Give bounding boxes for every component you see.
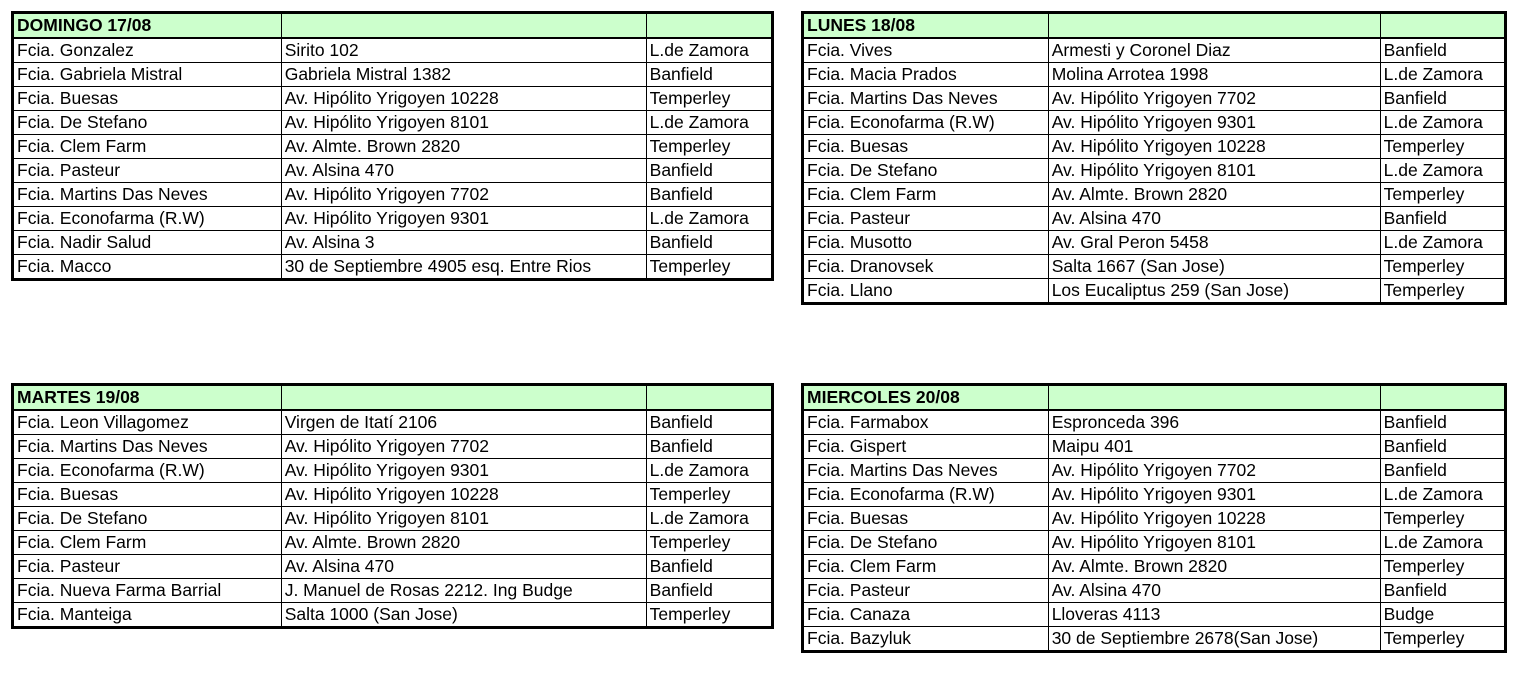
pharmacy-name-cell: Fcia. Buesas [13, 483, 282, 507]
pharmacy-name-cell: Fcia. Vives [803, 38, 1049, 63]
address-cell: Av. Alsina 470 [281, 555, 646, 579]
address-cell: Sirito 102 [281, 38, 646, 63]
locality-cell: Temperley [646, 483, 772, 507]
pharmacy-name-cell: Fcia. Econofarma (R.W) [13, 459, 282, 483]
locality-cell: Banfield [1380, 207, 1505, 231]
locality-cell: L.de Zamora [646, 38, 772, 63]
pharmacy-name-cell: Fcia. Clem Farm [13, 135, 282, 159]
address-cell: Av. Gral Peron 5458 [1048, 231, 1380, 255]
header-empty-cell [281, 13, 646, 39]
table-row [13, 231, 773, 255]
duty-table-domingo [11, 11, 774, 281]
table-row [803, 87, 1506, 111]
locality-cell: Temperley [646, 255, 772, 280]
locality-cell: Banfield [1380, 410, 1505, 435]
pharmacy-name-cell: Fcia. Nueva Farma Barrial [13, 579, 282, 603]
locality-cell: Temperley [1380, 555, 1505, 579]
table-row [803, 555, 1506, 579]
address-cell: Salta 1000 (San Jose) [281, 603, 646, 628]
table-row [13, 63, 773, 87]
table-row [13, 135, 773, 159]
locality-cell: Banfield [646, 410, 772, 435]
address-cell: Av. Alsina 470 [1048, 579, 1380, 603]
table-row [13, 410, 773, 435]
pharmacy-name-cell: Fcia. Buesas [803, 135, 1049, 159]
pharmacy-name-cell: Fcia. De Stefano [13, 111, 282, 135]
table-header-row [803, 385, 1506, 411]
pharmacy-name-cell: Fcia. De Stefano [803, 531, 1049, 555]
table-row [803, 255, 1506, 279]
pharmacy-name-cell: Fcia. Farmabox [803, 410, 1049, 435]
pharmacy-name-cell: Fcia. Martins Das Neves [13, 183, 282, 207]
pharmacy-name-cell: Fcia. Gispert [803, 435, 1049, 459]
address-cell: Av. Alsina 3 [281, 231, 646, 255]
pharmacy-name-cell: Fcia. Pasteur [13, 555, 282, 579]
pharmacy-name-cell: Fcia. Macco [13, 255, 282, 280]
address-cell: Av. Hipólito Yrigoyen 7702 [1048, 459, 1380, 483]
address-cell: Av. Alsina 470 [1048, 207, 1380, 231]
pharmacy-name-cell: Fcia. Macia Prados [803, 63, 1049, 87]
address-cell: J. Manuel de Rosas 2212. Ing Budge [281, 579, 646, 603]
header-empty-cell [646, 13, 772, 39]
table-row [13, 38, 773, 63]
pharmacy-name-cell: Fcia. Dranovsek [803, 255, 1049, 279]
address-cell: Av. Almte. Brown 2820 [1048, 183, 1380, 207]
pharmacy-name-cell: Fcia. De Stefano [13, 507, 282, 531]
address-cell: Av. Hipólito Yrigoyen 10228 [281, 483, 646, 507]
address-cell: Av. Almte. Brown 2820 [281, 135, 646, 159]
day-title: LUNES 18/08 [803, 13, 1049, 39]
locality-cell: Banfield [646, 159, 772, 183]
table-row [803, 507, 1506, 531]
pharmacy-name-cell: Fcia. Nadir Salud [13, 231, 282, 255]
pharmacy-name-cell: Fcia. Pasteur [803, 207, 1049, 231]
pharmacy-name-cell: Fcia. Martins Das Neves [803, 459, 1049, 483]
locality-cell: L.de Zamora [1380, 111, 1505, 135]
pharmacy-name-cell: Fcia. Canaza [803, 603, 1049, 627]
address-cell: Maipu 401 [1048, 435, 1380, 459]
locality-cell: L.de Zamora [1380, 63, 1505, 87]
locality-cell: Temperley [1380, 135, 1505, 159]
locality-cell: Banfield [646, 555, 772, 579]
pharmacy-name-cell: Fcia. Econofarma (R.W) [803, 483, 1049, 507]
locality-cell: Temperley [1380, 255, 1505, 279]
locality-cell: Temperley [646, 603, 772, 628]
address-cell: Av. Hipólito Yrigoyen 7702 [281, 183, 646, 207]
address-cell: Av. Hipólito Yrigoyen 7702 [1048, 87, 1380, 111]
table-row [13, 603, 773, 628]
table-row [803, 459, 1506, 483]
table-row [803, 410, 1506, 435]
locality-cell: Temperley [1380, 183, 1505, 207]
table-row [803, 531, 1506, 555]
pharmacy-name-cell: Fcia. Pasteur [13, 159, 282, 183]
pharmacy-name-cell: Fcia. Bazyluk [803, 627, 1049, 652]
address-cell: Av. Hipólito Yrigoyen 8101 [1048, 159, 1380, 183]
table-row [803, 111, 1506, 135]
header-empty-cell [1048, 13, 1380, 39]
locality-cell: Temperley [646, 135, 772, 159]
address-cell: Av. Hipólito Yrigoyen 7702 [281, 435, 646, 459]
locality-cell: L.de Zamora [1380, 159, 1505, 183]
pharmacy-name-cell: Fcia. Clem Farm [803, 555, 1049, 579]
table-row [803, 483, 1506, 507]
table-row [13, 531, 773, 555]
pharmacy-name-cell: Fcia. Llano [803, 279, 1049, 304]
locality-cell: Banfield [1380, 579, 1505, 603]
pharmacy-name-cell: Fcia. Clem Farm [13, 531, 282, 555]
table-row [803, 603, 1506, 627]
table-row [13, 111, 773, 135]
table-header-row [803, 13, 1506, 39]
pharmacy-name-cell: Fcia. Econofarma (R.W) [13, 207, 282, 231]
table-row [803, 435, 1506, 459]
table-row [13, 579, 773, 603]
table-row [13, 255, 773, 280]
table-header-row [13, 13, 773, 39]
locality-cell: Budge [1380, 603, 1505, 627]
address-cell: Av. Hipólito Yrigoyen 9301 [281, 459, 646, 483]
table-row [13, 207, 773, 231]
day-title: MARTES 19/08 [13, 385, 282, 411]
table-header-row [13, 385, 773, 411]
address-cell: Av. Almte. Brown 2820 [281, 531, 646, 555]
locality-cell: Banfield [646, 231, 772, 255]
pharmacy-name-cell: Fcia. Manteiga [13, 603, 282, 628]
day-title: DOMINGO 17/08 [13, 13, 282, 39]
address-cell: Av. Hipólito Yrigoyen 10228 [1048, 135, 1380, 159]
table-row [803, 135, 1506, 159]
pharmacy-name-cell: Fcia. Buesas [13, 87, 282, 111]
locality-cell: L.de Zamora [1380, 483, 1505, 507]
locality-cell: Temperley [1380, 627, 1505, 652]
table-row [13, 483, 773, 507]
locality-cell: Temperley [1380, 507, 1505, 531]
pharmacy-name-cell: Fcia. Leon Villagomez [13, 410, 282, 435]
pharmacy-name-cell: Fcia. Gabriela Mistral [13, 63, 282, 87]
locality-cell: Banfield [1380, 87, 1505, 111]
table-row [13, 435, 773, 459]
table-row [13, 507, 773, 531]
duty-table-martes [11, 383, 774, 629]
header-empty-cell [1380, 13, 1505, 39]
pharmacy-name-cell: Fcia. Econofarma (R.W) [803, 111, 1049, 135]
address-cell: Av. Hipólito Yrigoyen 9301 [1048, 483, 1380, 507]
table-row [803, 627, 1506, 652]
table-row [13, 159, 773, 183]
address-cell: 30 de Septiembre 2678(San Jose) [1048, 627, 1380, 652]
header-empty-cell [646, 385, 772, 411]
locality-cell: Banfield [1380, 435, 1505, 459]
address-cell: Espronceda 396 [1048, 410, 1380, 435]
table-row [13, 87, 773, 111]
address-cell: Av. Hipólito Yrigoyen 8101 [281, 111, 646, 135]
table-row [13, 183, 773, 207]
header-empty-cell [1048, 385, 1380, 411]
address-cell: Av. Alsina 470 [281, 159, 646, 183]
pharmacy-name-cell: Fcia. Gonzalez [13, 38, 282, 63]
address-cell: Av. Hipólito Yrigoyen 10228 [1048, 507, 1380, 531]
address-cell: Av. Hipólito Yrigoyen 9301 [1048, 111, 1380, 135]
locality-cell: Banfield [646, 579, 772, 603]
locality-cell: L.de Zamora [646, 507, 772, 531]
pharmacy-name-cell: Fcia. Clem Farm [803, 183, 1049, 207]
duty-table-lunes [801, 11, 1507, 305]
locality-cell: L.de Zamora [646, 207, 772, 231]
address-cell: Virgen de Itatí 2106 [281, 410, 646, 435]
table-row [13, 555, 773, 579]
table-row [803, 159, 1506, 183]
address-cell: Av. Hipólito Yrigoyen 10228 [281, 87, 646, 111]
table-row [803, 231, 1506, 255]
table-row [803, 63, 1506, 87]
pharmacy-name-cell: Fcia. Martins Das Neves [803, 87, 1049, 111]
address-cell: Lloveras 4113 [1048, 603, 1380, 627]
address-cell: Armesti y Coronel Diaz [1048, 38, 1380, 63]
pharmacy-name-cell: Fcia. Musotto [803, 231, 1049, 255]
locality-cell: L.de Zamora [1380, 531, 1505, 555]
address-cell: Av. Almte. Brown 2820 [1048, 555, 1380, 579]
locality-cell: Temperley [1380, 279, 1505, 304]
table-row [803, 38, 1506, 63]
pharmacy-name-cell: Fcia. Pasteur [803, 579, 1049, 603]
pharmacy-name-cell: Fcia. De Stefano [803, 159, 1049, 183]
table-row [803, 279, 1506, 304]
header-empty-cell [1380, 385, 1505, 411]
address-cell: Gabriela Mistral 1382 [281, 63, 646, 87]
table-row [803, 579, 1506, 603]
locality-cell: Banfield [646, 435, 772, 459]
address-cell: Salta 1667 (San Jose) [1048, 255, 1380, 279]
address-cell: 30 de Septiembre 4905 esq. Entre Rios [281, 255, 646, 280]
pharmacy-name-cell: Fcia. Buesas [803, 507, 1049, 531]
locality-cell: L.de Zamora [1380, 231, 1505, 255]
address-cell: Av. Hipólito Yrigoyen 9301 [281, 207, 646, 231]
locality-cell: L.de Zamora [646, 459, 772, 483]
locality-cell: Temperley [646, 87, 772, 111]
address-cell: Molina Arrotea 1998 [1048, 63, 1380, 87]
locality-cell: Temperley [646, 531, 772, 555]
address-cell: Los Eucaliptus 259 (San Jose) [1048, 279, 1380, 304]
table-row [803, 207, 1506, 231]
header-empty-cell [281, 385, 646, 411]
locality-cell: Banfield [1380, 38, 1505, 63]
table-row [13, 459, 773, 483]
address-cell: Av. Hipólito Yrigoyen 8101 [1048, 531, 1380, 555]
duty-table-miercoles [801, 383, 1507, 653]
address-cell: Av. Hipólito Yrigoyen 8101 [281, 507, 646, 531]
locality-cell: Banfield [646, 63, 772, 87]
locality-cell: Banfield [1380, 459, 1505, 483]
locality-cell: Banfield [646, 183, 772, 207]
locality-cell: L.de Zamora [646, 111, 772, 135]
pharmacy-name-cell: Fcia. Martins Das Neves [13, 435, 282, 459]
day-title: MIERCOLES 20/08 [803, 385, 1049, 411]
table-row [803, 183, 1506, 207]
